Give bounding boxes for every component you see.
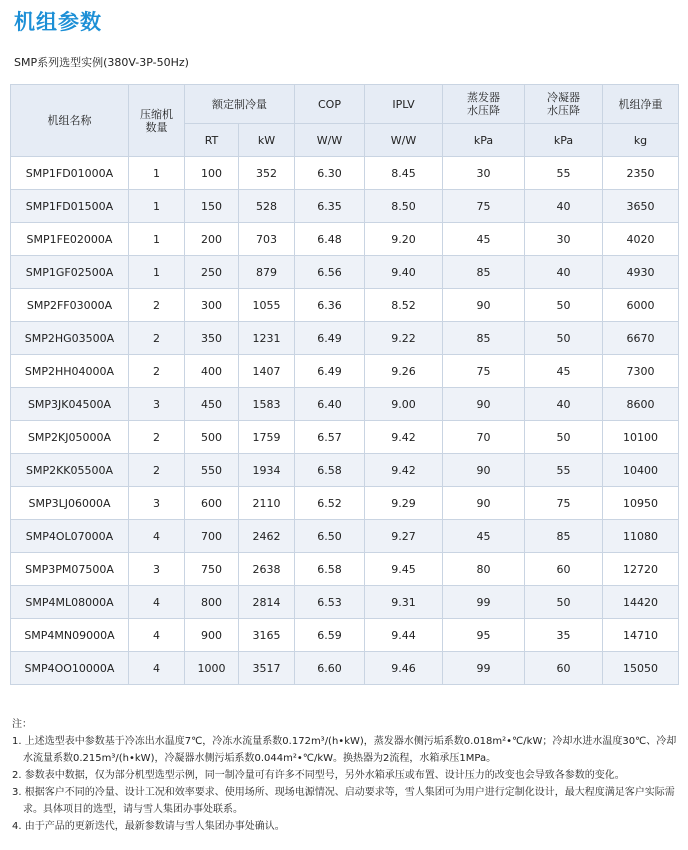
cell-compressors: 1 (129, 256, 185, 289)
cell-evap: 95 (443, 619, 525, 652)
cell-rt: 400 (185, 355, 239, 388)
cell-rt: 150 (185, 190, 239, 223)
note-item: 1. 上述选型表中参数基于冷冻出水温度7℃，冷冻水流量系数0.172m³/(h•kW)，蒸发器水侧污垢系数0.018m²•℃/kW；冷却水进水温度30℃、冷却水流量系数0.215m³/(h•kW)，冷凝器水侧污垢系数0.044m²•℃/kW。换热器为2流程，水箱承压1MPa。 (12, 736, 677, 764)
cell-weight: 15050 (603, 652, 679, 685)
cell-model: SMP1FD01500A (11, 190, 129, 223)
cell-cond: 40 (525, 256, 603, 289)
cell-model: SMP3LJ06000A (11, 487, 129, 520)
cell-model: SMP2HH04000A (11, 355, 129, 388)
cell-kw: 703 (239, 223, 295, 256)
cell-weight: 12720 (603, 553, 679, 586)
cell-cond: 60 (525, 553, 603, 586)
table-row (11, 520, 679, 553)
cell-iplv: 9.45 (365, 553, 443, 586)
unit-iplv: W/W (365, 124, 443, 157)
cell-compressors: 3 (129, 388, 185, 421)
cell-cond: 55 (525, 157, 603, 190)
header-cond-label: 冷凝器 水压降 (547, 91, 580, 117)
cell-rt: 800 (185, 586, 239, 619)
unit-kw: kW (239, 124, 295, 157)
cell-model: SMP4OL07000A (11, 520, 129, 553)
cell-rt: 550 (185, 454, 239, 487)
table-row (11, 619, 679, 652)
cell-model: SMP2KK05500A (11, 454, 129, 487)
cell-kw: 1934 (239, 454, 295, 487)
table-row (11, 322, 679, 355)
cell-kw: 1407 (239, 355, 295, 388)
cell-cond: 60 (525, 652, 603, 685)
table-row (11, 586, 679, 619)
header-model: 机组名称 (11, 85, 129, 157)
cell-compressors: 2 (129, 454, 185, 487)
cell-cop: 6.35 (295, 190, 365, 223)
cell-weight: 14710 (603, 619, 679, 652)
cell-weight: 10100 (603, 421, 679, 454)
cell-evap: 85 (443, 256, 525, 289)
cell-cond: 35 (525, 619, 603, 652)
table-row (11, 223, 679, 256)
cell-rt: 450 (185, 388, 239, 421)
cell-iplv: 9.44 (365, 619, 443, 652)
cell-kw: 1231 (239, 322, 295, 355)
cell-evap: 90 (443, 388, 525, 421)
cell-cop: 6.48 (295, 223, 365, 256)
cell-cop: 6.40 (295, 388, 365, 421)
cell-cop: 6.56 (295, 256, 365, 289)
cell-cop: 6.58 (295, 553, 365, 586)
cell-weight: 4930 (603, 256, 679, 289)
cell-rt: 750 (185, 553, 239, 586)
cell-evap: 90 (443, 454, 525, 487)
spec-table (10, 84, 679, 685)
cell-cond: 40 (525, 190, 603, 223)
cell-evap: 85 (443, 322, 525, 355)
cell-kw: 1583 (239, 388, 295, 421)
cell-kw: 352 (239, 157, 295, 190)
cell-iplv: 9.20 (365, 223, 443, 256)
cell-cond: 75 (525, 487, 603, 520)
cell-compressors: 1 (129, 157, 185, 190)
cell-iplv: 8.50 (365, 190, 443, 223)
table-row (11, 454, 679, 487)
table-row (11, 157, 679, 190)
cell-cond: 45 (525, 355, 603, 388)
cell-cond: 50 (525, 586, 603, 619)
cell-kw: 1055 (239, 289, 295, 322)
cell-compressors: 2 (129, 421, 185, 454)
cell-rt: 250 (185, 256, 239, 289)
cell-cop: 6.59 (295, 619, 365, 652)
cell-iplv: 9.27 (365, 520, 443, 553)
cell-compressors: 2 (129, 289, 185, 322)
cell-kw: 3517 (239, 652, 295, 685)
cell-rt: 100 (185, 157, 239, 190)
cell-kw: 2110 (239, 487, 295, 520)
cell-cop: 6.58 (295, 454, 365, 487)
cell-cop: 6.60 (295, 652, 365, 685)
note-item: 4. 由于产品的更新迭代，最新参数请与雪人集团办事处确认。 (12, 821, 285, 832)
cell-evap: 75 (443, 190, 525, 223)
cell-model: SMP2KJ05000A (11, 421, 129, 454)
cell-compressors: 3 (129, 487, 185, 520)
cell-compressors: 2 (129, 355, 185, 388)
cell-kw: 2638 (239, 553, 295, 586)
cell-compressors: 4 (129, 586, 185, 619)
unit-evap: kPa (443, 124, 525, 157)
cell-evap: 99 (443, 652, 525, 685)
cell-compressors: 4 (129, 619, 185, 652)
cell-model: SMP3PM07500A (11, 553, 129, 586)
header-compressors-label: 压缩机 数量 (140, 107, 173, 134)
cell-evap: 80 (443, 553, 525, 586)
cell-evap: 45 (443, 520, 525, 553)
header-evap-label: 蒸发器 水压降 (467, 91, 500, 117)
cell-weight: 6670 (603, 322, 679, 355)
cell-rt: 200 (185, 223, 239, 256)
table-row (11, 256, 679, 289)
cell-kw: 2462 (239, 520, 295, 553)
cell-model: SMP4OO10000A (11, 652, 129, 685)
cell-cop: 6.49 (295, 322, 365, 355)
cell-weight: 8600 (603, 388, 679, 421)
cell-model: SMP4ML08000A (11, 586, 129, 619)
cell-cond: 55 (525, 454, 603, 487)
cell-compressors: 1 (129, 223, 185, 256)
table-row (11, 190, 679, 223)
cell-compressors: 4 (129, 520, 185, 553)
cell-evap: 99 (443, 586, 525, 619)
cell-cond: 30 (525, 223, 603, 256)
cell-weight: 14420 (603, 586, 679, 619)
cell-compressors: 2 (129, 322, 185, 355)
cell-iplv: 9.26 (365, 355, 443, 388)
header-cop: COP (295, 85, 365, 124)
notes-label: 注： (12, 719, 32, 730)
cell-kw: 879 (239, 256, 295, 289)
table-row (11, 421, 679, 454)
cell-evap: 45 (443, 223, 525, 256)
cell-model: SMP4MN09000A (11, 619, 129, 652)
cell-rt: 350 (185, 322, 239, 355)
cell-model: SMP2HG03500A (11, 322, 129, 355)
header-evap-pressure-drop (443, 85, 525, 124)
cell-compressors: 3 (129, 553, 185, 586)
cell-rt: 300 (185, 289, 239, 322)
cell-kw: 3165 (239, 619, 295, 652)
cell-iplv: 9.29 (365, 487, 443, 520)
header-iplv: IPLV (365, 85, 443, 124)
cell-cop: 6.49 (295, 355, 365, 388)
cell-weight: 4020 (603, 223, 679, 256)
table-row (11, 289, 679, 322)
notes-section (12, 716, 682, 835)
cell-cond: 50 (525, 421, 603, 454)
cell-cop: 6.53 (295, 586, 365, 619)
cell-iplv: 8.52 (365, 289, 443, 322)
cell-model: SMP3JK04500A (11, 388, 129, 421)
cell-rt: 600 (185, 487, 239, 520)
table-row (11, 553, 679, 586)
cell-evap: 70 (443, 421, 525, 454)
cell-cop: 6.50 (295, 520, 365, 553)
cell-model: SMP1GF02500A (11, 256, 129, 289)
cell-cond: 50 (525, 289, 603, 322)
cell-cop: 6.36 (295, 289, 365, 322)
table-row (11, 652, 679, 685)
cell-weight: 10950 (603, 487, 679, 520)
cell-rt: 500 (185, 421, 239, 454)
cell-weight: 3650 (603, 190, 679, 223)
cell-iplv: 9.42 (365, 454, 443, 487)
cell-weight: 7300 (603, 355, 679, 388)
table-row (11, 388, 679, 421)
cell-evap: 75 (443, 355, 525, 388)
cell-rt: 900 (185, 619, 239, 652)
unit-cond: kPa (525, 124, 603, 157)
cell-iplv: 9.31 (365, 586, 443, 619)
cell-iplv: 9.22 (365, 322, 443, 355)
cell-evap: 90 (443, 289, 525, 322)
cell-cond: 40 (525, 388, 603, 421)
cell-model: SMP2FF03000A (11, 289, 129, 322)
cell-cond: 50 (525, 322, 603, 355)
cell-kw: 528 (239, 190, 295, 223)
cell-weight: 2350 (603, 157, 679, 190)
cell-iplv: 9.00 (365, 388, 443, 421)
cell-iplv: 8.45 (365, 157, 443, 190)
cell-cop: 6.57 (295, 421, 365, 454)
cell-compressors: 1 (129, 190, 185, 223)
cell-cond: 85 (525, 520, 603, 553)
unit-cop: W/W (295, 124, 365, 157)
header-cond-pressure-drop (525, 85, 603, 124)
cell-compressors: 4 (129, 652, 185, 685)
table-subtitle: SMP系列选型实例(380V-3P-50Hz) (14, 56, 189, 69)
cell-cop: 6.30 (295, 157, 365, 190)
cell-model: SMP1FE02000A (11, 223, 129, 256)
cell-iplv: 9.40 (365, 256, 443, 289)
cell-weight: 10400 (603, 454, 679, 487)
table-row (11, 355, 679, 388)
cell-rt: 700 (185, 520, 239, 553)
cell-kw: 2814 (239, 586, 295, 619)
cell-weight: 6000 (603, 289, 679, 322)
header-compressors (129, 85, 185, 157)
cell-cop: 6.52 (295, 487, 365, 520)
page-title: 机组参数 (14, 10, 102, 34)
spec-table-body (11, 157, 679, 685)
cell-iplv: 9.42 (365, 421, 443, 454)
cell-model: SMP1FD01000A (11, 157, 129, 190)
note-item: 3. 根据客户不同的冷量、设计工况和效率要求、使用场所、现场电源情况、启动要求等，雪人集团可为用户进行定制化设计，最大程度满足客户实际需求。具体项目的选型，请与雪人集团办事处联系。 (12, 787, 675, 815)
unit-rt: RT (185, 124, 239, 157)
cell-weight: 11080 (603, 520, 679, 553)
cell-kw: 1759 (239, 421, 295, 454)
header-capacity: 额定制冷量 (185, 85, 295, 124)
cell-iplv: 9.46 (365, 652, 443, 685)
unit-weight: kg (603, 124, 679, 157)
cell-evap: 30 (443, 157, 525, 190)
cell-rt: 1000 (185, 652, 239, 685)
note-item: 2. 参数表中数据，仅为部分机型选型示例，同一制冷量可有许多不同型号，另外水箱承压或布置、设计压力的改变也会导致各参数的变化。 (12, 770, 625, 781)
header-net-weight: 机组净重 (603, 85, 679, 124)
cell-evap: 90 (443, 487, 525, 520)
table-row (11, 487, 679, 520)
